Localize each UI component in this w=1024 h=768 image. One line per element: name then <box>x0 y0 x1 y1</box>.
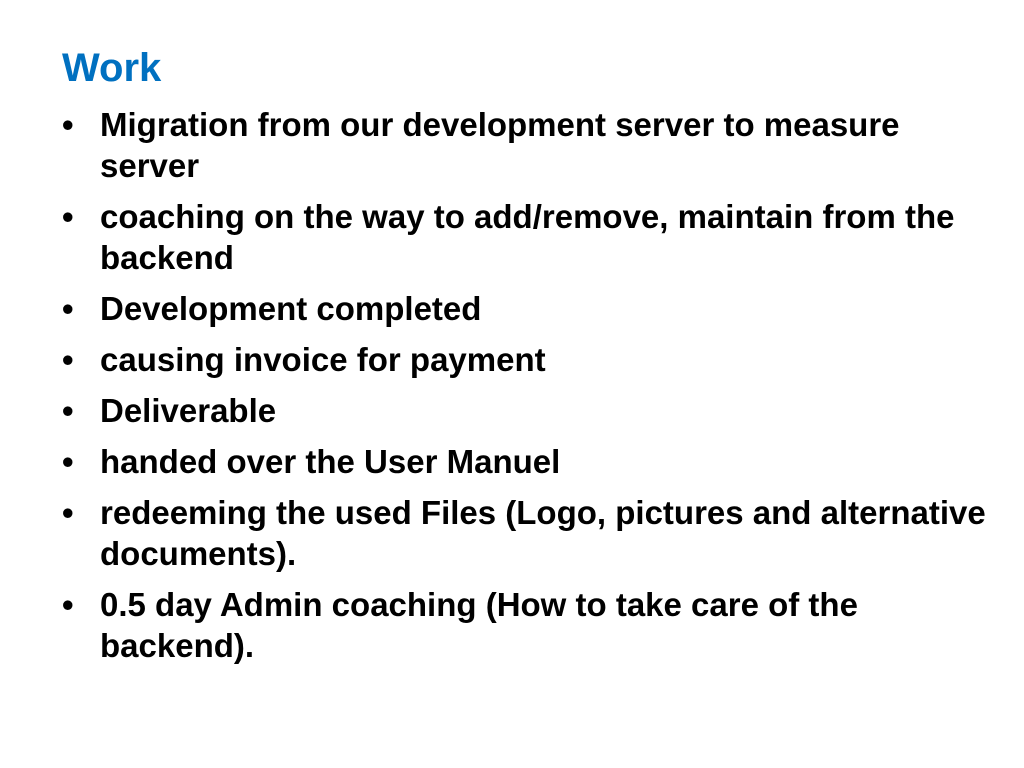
bullet-dot-icon: • <box>62 392 74 429</box>
bullet-dot-icon: • <box>62 106 74 143</box>
bullet-item-migration <box>62 104 1002 186</box>
bullet-item-user-manual <box>62 441 1002 482</box>
bullet-dot-icon: • <box>62 494 74 531</box>
bullet-dot-icon: • <box>62 443 74 480</box>
bullet-dot-icon: • <box>62 198 74 235</box>
bullet-list <box>62 104 1002 676</box>
bullet-text: coaching on the way to add/remove, maintain from the backend <box>100 198 955 276</box>
bullet-text: Development completed <box>100 290 482 327</box>
bullet-item-admin-coaching <box>62 584 1002 666</box>
bullet-text: Deliverable <box>100 392 277 429</box>
bullet-text: handed over the User Manuel <box>100 443 561 480</box>
bullet-item-deliverable <box>62 390 1002 431</box>
bullet-item-invoice <box>62 339 1002 380</box>
bullet-text: 0.5 day Admin coaching (How to take care of the backend). <box>100 586 858 664</box>
slide-title: Work <box>62 46 162 90</box>
bullet-item-development <box>62 288 1002 329</box>
bullet-text: redeeming the used Files (Logo, pictures and alternative documents). <box>100 494 986 572</box>
bullet-dot-icon: • <box>62 341 74 378</box>
bullet-dot-icon: • <box>62 290 74 327</box>
bullet-text: Migration from our development server to measure server <box>100 106 900 184</box>
bullet-dot-icon: • <box>62 586 74 623</box>
bullet-text: causing invoice for payment <box>100 341 546 378</box>
bullet-item-files <box>62 492 1002 574</box>
bullet-item-coaching <box>62 196 1002 278</box>
